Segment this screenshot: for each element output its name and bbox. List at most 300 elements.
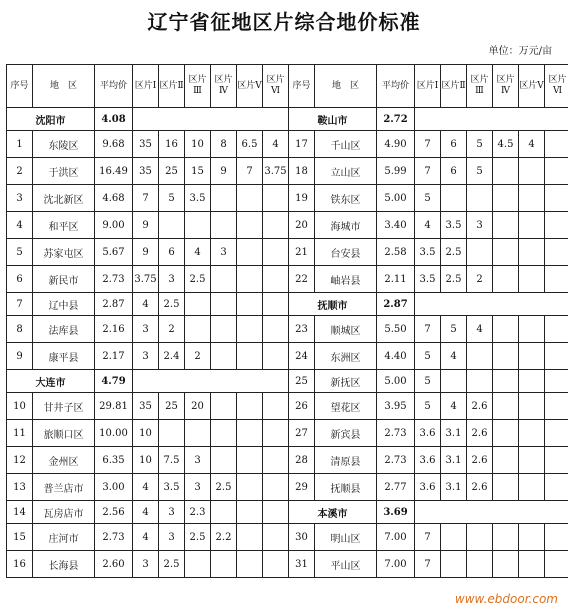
table-cell: 2 xyxy=(185,343,211,370)
table-cell xyxy=(493,239,519,266)
table-cell: 康平县 xyxy=(33,343,95,370)
table-cell: 5 xyxy=(7,239,33,266)
table-cell: 3 xyxy=(211,239,237,266)
table-cell xyxy=(185,293,211,316)
table-cell xyxy=(185,551,211,578)
table-cell: 3 xyxy=(159,266,185,293)
table-cell: 8 xyxy=(7,316,33,343)
column-header: 序号 xyxy=(289,65,315,108)
table-cell xyxy=(545,266,568,293)
table-cell xyxy=(467,551,493,578)
table-cell xyxy=(519,370,545,393)
table-cell xyxy=(545,524,568,551)
table-cell: 4.40 xyxy=(377,343,415,370)
table-cell: 5 xyxy=(415,370,441,393)
table-cell xyxy=(519,393,545,420)
table-cell xyxy=(237,185,263,212)
table-cell xyxy=(545,131,568,158)
table-cell xyxy=(545,370,568,393)
table-cell: 2.17 xyxy=(95,343,133,370)
table-row xyxy=(7,447,568,474)
land-price-table xyxy=(6,64,568,578)
table-cell: 2.5 xyxy=(441,266,467,293)
table-cell: 4 xyxy=(133,524,159,551)
table-cell xyxy=(467,239,493,266)
table-row xyxy=(7,158,568,185)
table-cell: 7.5 xyxy=(159,447,185,474)
table-cell xyxy=(545,316,568,343)
table-cell: 21 xyxy=(289,239,315,266)
table-cell: 14 xyxy=(7,501,33,524)
table-cell: 岫岩县 xyxy=(315,266,377,293)
table-cell: 20 xyxy=(185,393,211,420)
table-cell: 2.73 xyxy=(95,524,133,551)
table-cell: 4.5 xyxy=(493,131,519,158)
table-row xyxy=(7,316,568,343)
column-header: 区片Ⅳ xyxy=(493,65,519,108)
table-cell: 千山区 xyxy=(315,131,377,158)
table-cell: 16 xyxy=(7,551,33,578)
table-cell xyxy=(237,212,263,239)
table-row xyxy=(7,393,568,420)
empty-cell xyxy=(415,501,568,524)
table-cell xyxy=(263,266,289,293)
table-cell: 3.6 xyxy=(415,447,441,474)
watermark: www.ebdoor.com xyxy=(454,592,558,606)
table-cell: 3.1 xyxy=(441,474,467,501)
column-header: 区片Ⅰ xyxy=(133,65,159,108)
table-cell xyxy=(159,420,185,447)
table-cell xyxy=(519,447,545,474)
table-cell xyxy=(493,524,519,551)
table-cell xyxy=(237,524,263,551)
table-cell: 29 xyxy=(289,474,315,501)
table-cell: 2.5 xyxy=(185,266,211,293)
table-cell: 2 xyxy=(467,266,493,293)
table-cell xyxy=(545,185,568,212)
table-cell: 31 xyxy=(289,551,315,578)
table-cell: 7 xyxy=(415,316,441,343)
table-cell: 5.50 xyxy=(377,316,415,343)
table-cell: 15 xyxy=(185,158,211,185)
table-cell: 3 xyxy=(159,524,185,551)
table-cell: 5 xyxy=(467,131,493,158)
table-cell: 2.2 xyxy=(211,524,237,551)
table-cell: 27 xyxy=(289,420,315,447)
table-cell: 5 xyxy=(467,158,493,185)
empty-cell xyxy=(415,293,568,316)
table-cell: 2.6 xyxy=(467,393,493,420)
table-cell xyxy=(211,551,237,578)
table-cell: 抚顺县 xyxy=(315,474,377,501)
table-cell: 9 xyxy=(7,343,33,370)
table-row xyxy=(7,474,568,501)
table-cell xyxy=(493,266,519,293)
table-row xyxy=(7,551,568,578)
table-cell: 2 xyxy=(159,316,185,343)
table-cell xyxy=(237,551,263,578)
column-header: 区片Ⅳ xyxy=(211,65,237,108)
table-cell: 于洪区 xyxy=(33,158,95,185)
column-header: 地 区 xyxy=(315,65,377,108)
header-row xyxy=(7,65,568,108)
table-cell xyxy=(493,212,519,239)
table-cell xyxy=(211,501,237,524)
page-title: 辽宁省征地区片综合地价标准 xyxy=(147,10,421,34)
table-cell: 5.00 xyxy=(377,370,415,393)
table-cell xyxy=(263,551,289,578)
column-header: 区片Ⅵ xyxy=(545,65,568,108)
table-cell: 4.90 xyxy=(377,131,415,158)
table-cell: 35 xyxy=(133,131,159,158)
table-cell xyxy=(493,185,519,212)
table-cell: 23 xyxy=(289,316,315,343)
table-body xyxy=(7,108,568,578)
column-header: 区片Ⅰ xyxy=(415,65,441,108)
table-cell: 7 xyxy=(133,185,159,212)
city-name: 抚顺市 xyxy=(289,293,377,316)
table-cell: 旅顺口区 xyxy=(33,420,95,447)
table-row xyxy=(7,293,568,316)
table-cell: 甘井子区 xyxy=(33,393,95,420)
table-row xyxy=(7,239,568,266)
table-cell: 2.77 xyxy=(377,474,415,501)
table-cell xyxy=(237,316,263,343)
table-cell: 7.00 xyxy=(377,551,415,578)
table-cell: 2 xyxy=(7,158,33,185)
table-cell: 15 xyxy=(7,524,33,551)
table-cell: 东陵区 xyxy=(33,131,95,158)
table-cell: 9.00 xyxy=(95,212,133,239)
table-cell xyxy=(519,316,545,343)
table-cell xyxy=(237,239,263,266)
column-header: 区片Ⅱ xyxy=(159,65,185,108)
table-cell xyxy=(263,447,289,474)
table-cell xyxy=(545,420,568,447)
table-cell xyxy=(263,393,289,420)
table-cell: 7 xyxy=(415,551,441,578)
table-cell xyxy=(545,447,568,474)
table-cell: 2.60 xyxy=(95,551,133,578)
table-cell xyxy=(545,393,568,420)
table-cell xyxy=(237,393,263,420)
table-cell: 3.95 xyxy=(377,393,415,420)
table-cell: 24 xyxy=(289,343,315,370)
table-cell: 26 xyxy=(289,393,315,420)
table-cell: 5.67 xyxy=(95,239,133,266)
table-cell: 5 xyxy=(415,343,441,370)
table-cell: 3.5 xyxy=(159,474,185,501)
table-cell xyxy=(263,524,289,551)
column-header: 区片Ⅵ xyxy=(263,65,289,108)
table-cell: 东洲区 xyxy=(315,343,377,370)
column-header: 地 区 xyxy=(33,65,95,108)
table-cell: 清原县 xyxy=(315,447,377,474)
table-cell xyxy=(493,316,519,343)
table-cell xyxy=(519,185,545,212)
table-cell: 10 xyxy=(7,393,33,420)
table-cell: 3.1 xyxy=(441,420,467,447)
table-row xyxy=(7,212,568,239)
table-cell: 2.6 xyxy=(467,420,493,447)
table-cell: 3.75 xyxy=(133,266,159,293)
table-cell: 新宾县 xyxy=(315,420,377,447)
table-cell: 顺城区 xyxy=(315,316,377,343)
city-name: 沈阳市 xyxy=(7,108,95,131)
table-cell: 辽中县 xyxy=(33,293,95,316)
table-cell xyxy=(185,212,211,239)
table-cell: 4 xyxy=(519,131,545,158)
table-cell: 6.5 xyxy=(237,131,263,158)
table-cell xyxy=(493,158,519,185)
table-cell: 25 xyxy=(289,370,315,393)
table-cell xyxy=(263,239,289,266)
table-cell: 长海县 xyxy=(33,551,95,578)
table-cell: 2.73 xyxy=(95,266,133,293)
table-cell xyxy=(545,474,568,501)
table-cell: 明山区 xyxy=(315,524,377,551)
table-cell: 4 xyxy=(415,212,441,239)
table-row xyxy=(7,266,568,293)
table-cell: 新民市 xyxy=(33,266,95,293)
table-cell: 3 xyxy=(7,185,33,212)
table-cell: 6 xyxy=(159,239,185,266)
table-cell: 3 xyxy=(185,474,211,501)
table-cell: 3.6 xyxy=(415,474,441,501)
table-cell: 6.35 xyxy=(95,447,133,474)
table-row xyxy=(7,501,568,524)
table-cell: 3.75 xyxy=(263,158,289,185)
table-cell xyxy=(441,370,467,393)
table-cell xyxy=(263,474,289,501)
table-cell: 2.87 xyxy=(95,293,133,316)
table-cell: 10 xyxy=(133,447,159,474)
table-cell xyxy=(185,316,211,343)
table-row xyxy=(7,108,568,131)
table-cell xyxy=(545,343,568,370)
table-cell xyxy=(519,420,545,447)
table-cell: 2.73 xyxy=(377,447,415,474)
table-cell xyxy=(545,158,568,185)
table-cell: 16.49 xyxy=(95,158,133,185)
empty-cell xyxy=(133,108,289,131)
table-cell xyxy=(237,293,263,316)
unit-label: 单位：万元/亩 xyxy=(488,46,552,57)
table-row xyxy=(7,370,568,393)
table-cell: 3 xyxy=(159,501,185,524)
table-cell xyxy=(493,551,519,578)
table-cell: 17 xyxy=(289,131,315,158)
table-cell xyxy=(519,343,545,370)
table-cell: 7 xyxy=(415,131,441,158)
table-cell: 2.11 xyxy=(377,266,415,293)
table-cell xyxy=(263,316,289,343)
table-cell xyxy=(519,266,545,293)
table-cell xyxy=(467,524,493,551)
table-cell: 35 xyxy=(133,158,159,185)
table-cell xyxy=(237,266,263,293)
table-cell: 1 xyxy=(7,131,33,158)
table-cell: 2.73 xyxy=(377,420,415,447)
empty-cell xyxy=(415,108,568,131)
table-row xyxy=(7,343,568,370)
table-cell: 18 xyxy=(289,158,315,185)
table-cell: 7.00 xyxy=(377,524,415,551)
table-cell: 2.6 xyxy=(467,447,493,474)
table-row xyxy=(7,131,568,158)
table-cell: 3 xyxy=(185,447,211,474)
table-cell: 9 xyxy=(133,212,159,239)
table-cell: 2.5 xyxy=(159,293,185,316)
table-cell xyxy=(211,212,237,239)
table-cell: 5.99 xyxy=(377,158,415,185)
table-cell: 3.5 xyxy=(185,185,211,212)
table-cell: 9 xyxy=(211,158,237,185)
table-cell: 普兰店市 xyxy=(33,474,95,501)
table-cell: 海城市 xyxy=(315,212,377,239)
table-cell xyxy=(211,266,237,293)
table-cell xyxy=(263,501,289,524)
table-cell: 20 xyxy=(289,212,315,239)
table-cell: 4 xyxy=(133,474,159,501)
table-cell: 3 xyxy=(133,316,159,343)
table-cell: 金州区 xyxy=(33,447,95,474)
table-cell: 沈北新区 xyxy=(33,185,95,212)
table-cell: 3.5 xyxy=(415,239,441,266)
table-cell: 2.5 xyxy=(185,524,211,551)
table-cell: 2.6 xyxy=(467,474,493,501)
table-cell: 16 xyxy=(159,131,185,158)
table-cell: 4 xyxy=(263,131,289,158)
table-cell: 2.3 xyxy=(185,501,211,524)
table-cell xyxy=(519,551,545,578)
empty-cell xyxy=(133,370,289,393)
table-cell: 2.56 xyxy=(95,501,133,524)
table-cell: 3.5 xyxy=(415,266,441,293)
table-cell xyxy=(211,420,237,447)
table-cell: 4 xyxy=(133,501,159,524)
table-cell xyxy=(237,343,263,370)
table-cell xyxy=(545,239,568,266)
table-cell: 2.5 xyxy=(211,474,237,501)
table-cell xyxy=(263,212,289,239)
column-header: 区片Ⅴ xyxy=(519,65,545,108)
table-cell xyxy=(545,212,568,239)
city-average: 2.72 xyxy=(377,108,415,131)
table-cell: 瓦房店市 xyxy=(33,501,95,524)
table-cell: 4 xyxy=(133,293,159,316)
table-cell xyxy=(519,524,545,551)
column-header: 序号 xyxy=(7,65,33,108)
column-header: 区片Ⅲ xyxy=(467,65,493,108)
table-cell: 3.00 xyxy=(95,474,133,501)
table-cell: 3.6 xyxy=(415,420,441,447)
table-cell: 35 xyxy=(133,393,159,420)
table-cell: 5 xyxy=(159,185,185,212)
table-cell: 新抚区 xyxy=(315,370,377,393)
column-header: 区片Ⅴ xyxy=(237,65,263,108)
table-cell xyxy=(211,343,237,370)
city-name: 本溪市 xyxy=(289,501,377,524)
table-cell: 25 xyxy=(159,393,185,420)
table-cell xyxy=(519,474,545,501)
table-cell: 台安县 xyxy=(315,239,377,266)
table-cell xyxy=(237,474,263,501)
table-cell: 4 xyxy=(7,212,33,239)
table-cell: 3.5 xyxy=(441,212,467,239)
table-cell: 5 xyxy=(441,316,467,343)
table-cell xyxy=(237,501,263,524)
table-row xyxy=(7,420,568,447)
city-name: 大连市 xyxy=(7,370,95,393)
table-cell: 9.68 xyxy=(95,131,133,158)
table-cell: 2.58 xyxy=(377,239,415,266)
table-cell xyxy=(263,343,289,370)
table-cell: 2.16 xyxy=(95,316,133,343)
table-cell: 庄河市 xyxy=(33,524,95,551)
table-cell xyxy=(441,185,467,212)
table-cell: 8 xyxy=(211,131,237,158)
city-average: 3.69 xyxy=(377,501,415,524)
table-cell xyxy=(519,212,545,239)
table-row xyxy=(7,524,568,551)
table-cell: 4 xyxy=(185,239,211,266)
table-cell xyxy=(493,447,519,474)
table-cell: 4 xyxy=(467,316,493,343)
table-cell: 25 xyxy=(159,158,185,185)
table-cell: 9 xyxy=(133,239,159,266)
table-cell xyxy=(263,420,289,447)
table-cell: 2.4 xyxy=(159,343,185,370)
table-cell: 4 xyxy=(441,343,467,370)
table-cell: 3 xyxy=(133,343,159,370)
table-cell: 5 xyxy=(415,185,441,212)
table-cell: 3 xyxy=(467,212,493,239)
table-cell: 3.1 xyxy=(441,447,467,474)
table-row xyxy=(7,185,568,212)
table-cell: 6 xyxy=(7,266,33,293)
table-cell: 12 xyxy=(7,447,33,474)
table-cell xyxy=(519,158,545,185)
table-cell: 铁东区 xyxy=(315,185,377,212)
city-average: 2.87 xyxy=(377,293,415,316)
table-cell: 平山区 xyxy=(315,551,377,578)
table-cell: 4.68 xyxy=(95,185,133,212)
table-cell: 5.00 xyxy=(377,185,415,212)
table-cell xyxy=(185,420,211,447)
table-cell xyxy=(467,370,493,393)
table-cell: 2.5 xyxy=(441,239,467,266)
table-cell: 5 xyxy=(415,393,441,420)
table-cell xyxy=(441,551,467,578)
table-cell xyxy=(467,185,493,212)
table-cell xyxy=(545,551,568,578)
table-cell: 13 xyxy=(7,474,33,501)
city-average: 4.79 xyxy=(95,370,133,393)
table-cell: 22 xyxy=(289,266,315,293)
city-average: 4.08 xyxy=(95,108,133,131)
table-cell: 望花区 xyxy=(315,393,377,420)
table-cell: 7 xyxy=(7,293,33,316)
table-cell: 3 xyxy=(133,551,159,578)
table-cell: 立山区 xyxy=(315,158,377,185)
column-header: 区片Ⅱ xyxy=(441,65,467,108)
table-cell: 19 xyxy=(289,185,315,212)
table-cell: 28 xyxy=(289,447,315,474)
table-cell xyxy=(441,524,467,551)
table-cell xyxy=(211,185,237,212)
table-cell: 10 xyxy=(185,131,211,158)
